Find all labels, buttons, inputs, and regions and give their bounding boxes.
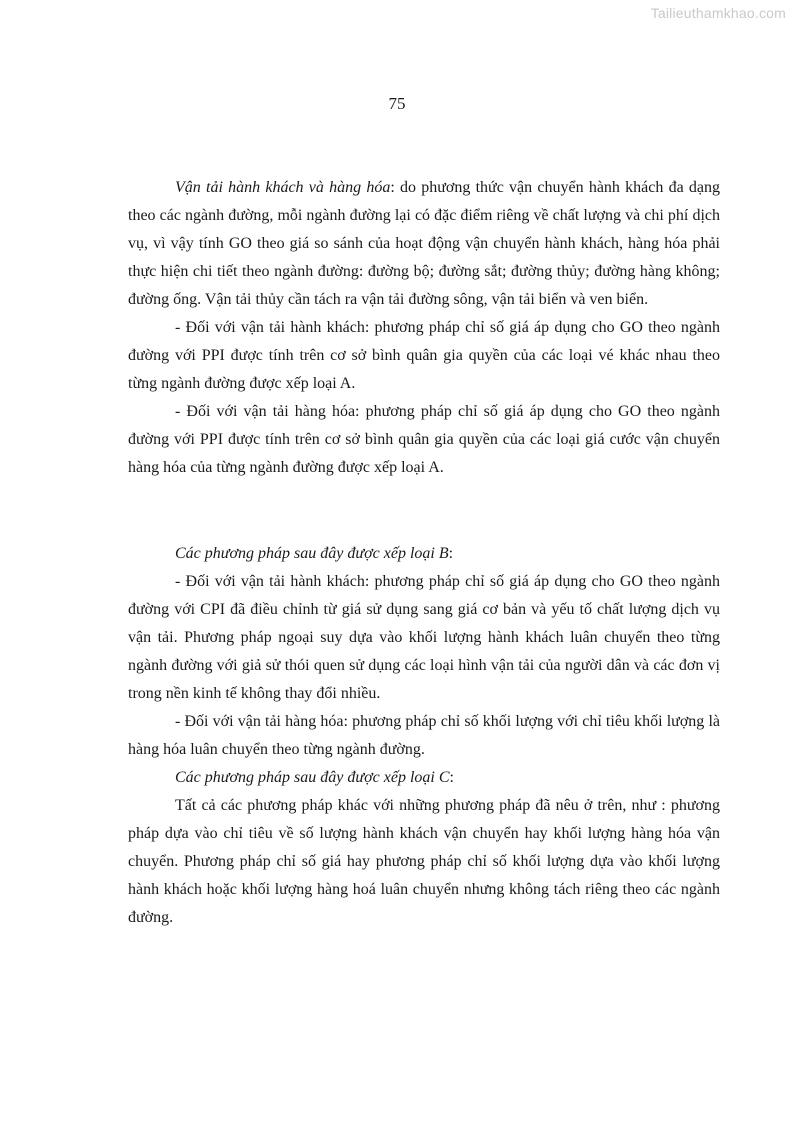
heading-b-colon: : — [448, 545, 454, 562]
section-a — [128, 174, 720, 482]
page-number: 75 — [388, 94, 406, 113]
watermark-text: Tailieuthamkhao.com — [650, 5, 786, 21]
paragraph-a-goods: - Đối với vận tải hàng hóa: phương pháp chỉ số giá áp dụng cho GO theo ngành đường với PPI được tính trên cơ sở bình quân gia quyền của các loại giá cước vận chuyển hàng hóa của từng ngành đường được xếp loại A. — [128, 403, 720, 476]
paragraph-intro — [128, 174, 720, 314]
paragraph-b-goods: - Đối với vận tải hàng hóa: phương pháp chỉ số khối lượng với chỉ tiêu khối lượng là hàng hóa luân chuyển theo từng ngành đường. — [128, 713, 720, 758]
heading-c — [128, 764, 720, 792]
heading-c-text: Các phương pháp sau đây được xếp loại C — [175, 769, 450, 786]
heading-c-colon: : — [449, 769, 454, 786]
paragraph-a-passenger: - Đối với vận tải hành khách: phương pháp chỉ số giá áp dụng cho GO theo ngành đường với PPI được tính trên cơ sở bình quân gia quyền của các loại vé khác nhau theo từng ngành đường được xếp loại A. — [128, 319, 720, 392]
paragraph-c-body: Tất cả các phương pháp khác với những phương pháp đã nêu ở trên, như : phương pháp dựa vào chỉ tiêu về số lượng hành khách vận chuyển hay khối lượng hàng hóa vận chuyển. Phương pháp chỉ số giá hay phương pháp chỉ số khối lượng dựa vào khối lượng hành khách hoặc khối lượng hàng hoá luân chuyển nhưng không tách riêng theo các ngành đường. — [128, 797, 720, 926]
heading-b-text: Các phương pháp sau đây được xếp loại B — [175, 545, 449, 562]
intro-label: Vận tải hành khách và hàng hóa — [175, 179, 391, 196]
heading-b — [128, 540, 720, 568]
intro-text: : do phương thức vận chuyển hành khách đa dạng theo các ngành đường, mỗi ngành đường lại có đặc điểm riêng về chất lượng và chi phí dịch vụ, vì vậy tính GO theo giá so sánh của hoạt động vận chuyển hành khách, hàng hóa phải thực hiện chi tiết theo ngành đường: đường bộ; đường sắt; đường thủy; đường hàng không; đường ống. Vận tải thủy cần tách ra vận tải đường sông, vận tải biển và ven biển. — [128, 179, 721, 308]
section-b-and-c — [128, 540, 720, 932]
paragraph-b-passenger: - Đối với vận tải hành khách: phương pháp chỉ số giá áp dụng cho GO theo ngành đường với CPI đã điều chỉnh từ giá sử dụng sang giá cơ bản và yếu tố chất lượng dịch vụ vận tải. Phương pháp ngoại suy dựa vào khối lượng hành khách luân chuyển theo từng ngành đường với giả sử thói quen sử dụng các loại hình vận tải của người dân và các đơn vị trong nền kinh tế không thay đổi nhiều. — [128, 573, 720, 702]
